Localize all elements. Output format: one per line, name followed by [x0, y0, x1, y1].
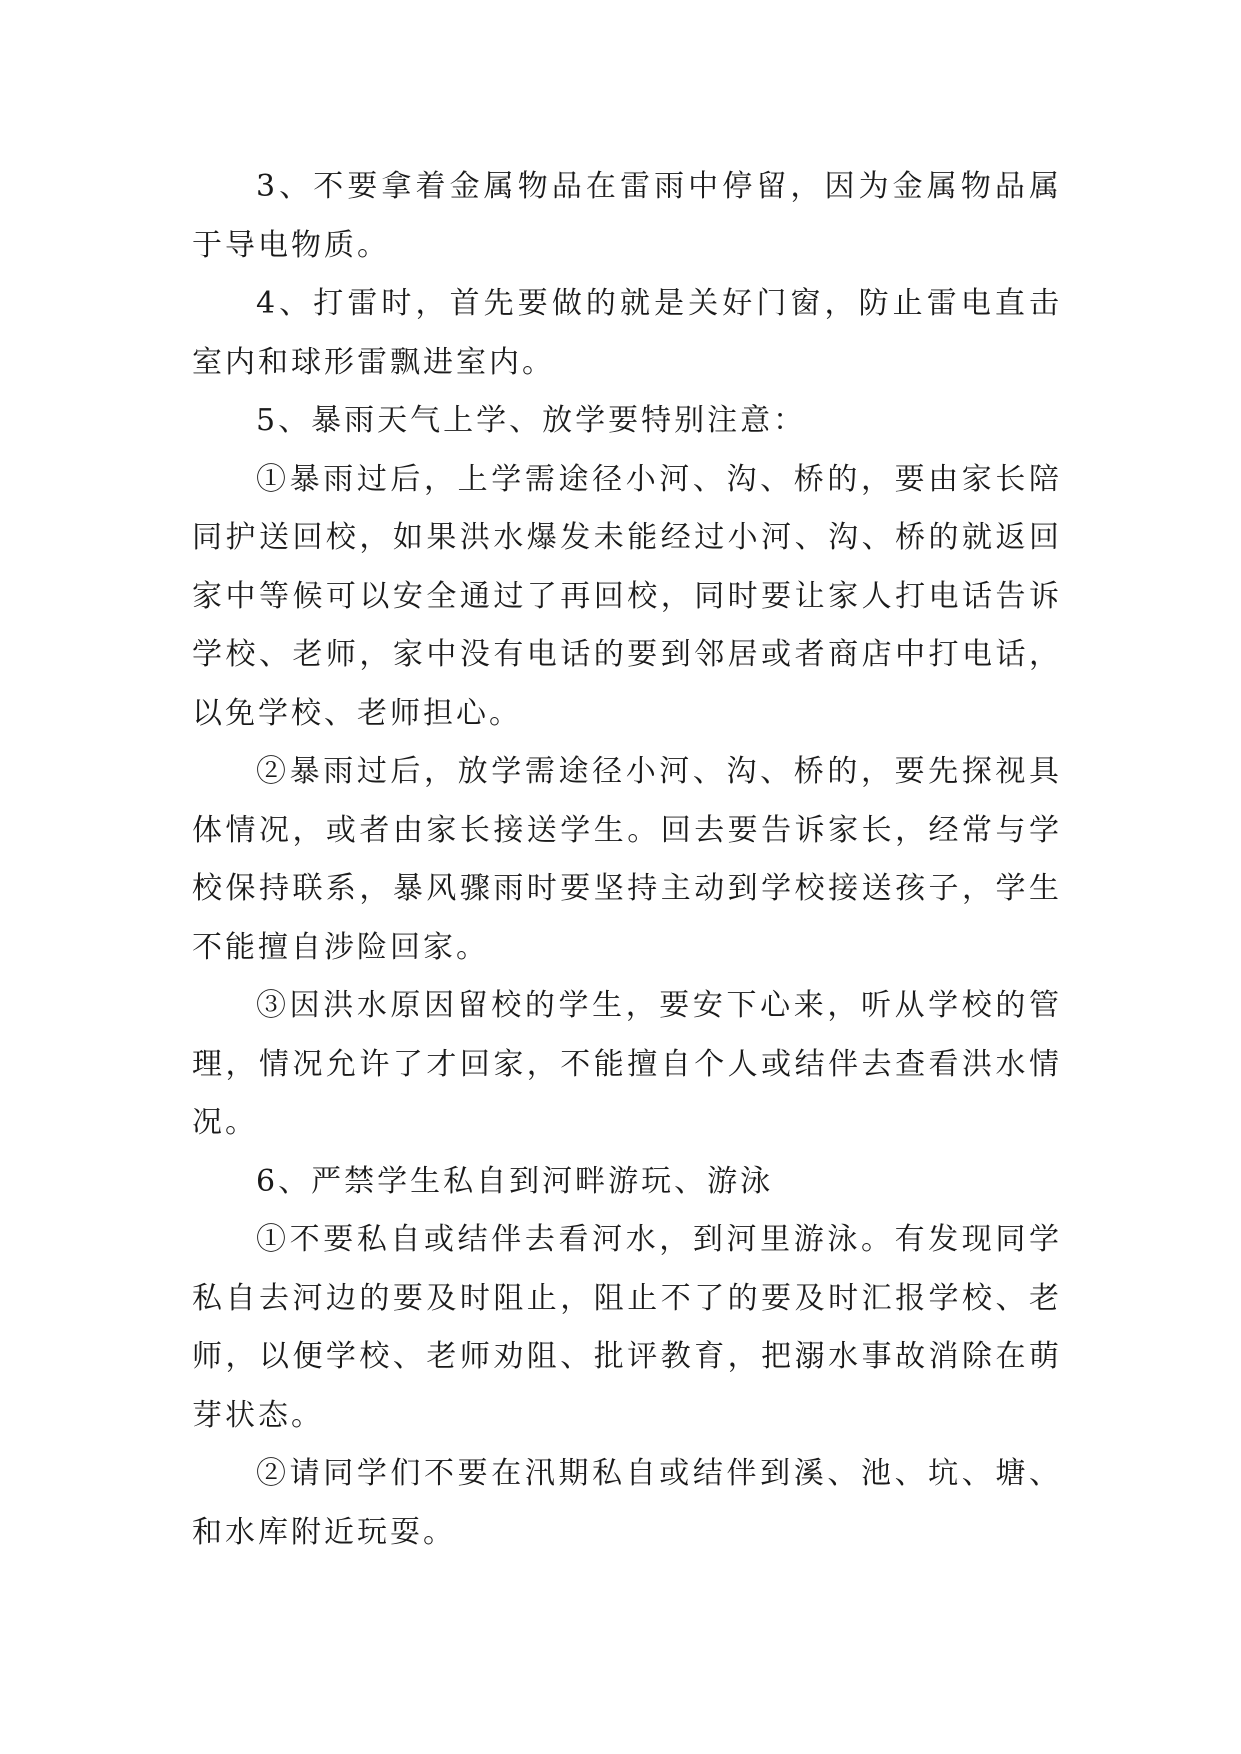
paragraph-leaving-school: ②暴雨过后，放学需途径小河、沟、桥的，要先探视具体情况，或者由家长接送学生。回去要告诉家长，经常与学校保持联系，暴风骤雨时要坚持主动到学校接送孩子，学生不能擅自涉险回家。: [192, 754, 1062, 965]
document-body: [192, 158, 1062, 1562]
paragraph-no-river-swimming: ①不要私自或结伴去看河水，到河里游泳。有发现同学私自去河边的要及时阻止，阻止不了的要及时汇报学校、老师，以便学校、老师劝阻、批评教育，把溺水事故消除在萌芽状态。: [192, 1222, 1062, 1433]
paragraph-rainstorm-heading: 5、暴雨天气上学、放学要特别注意：: [256, 403, 807, 438]
paragraph-flood-season: ②请同学们不要在汛期私自或结伴到溪、池、坑、塘、和水库附近玩耍。: [192, 1456, 1062, 1550]
paragraph-lightning-metal: 3、不要拿着金属物品在雷雨中停留，因为金属物品属于导电物质。: [192, 169, 1062, 263]
paragraph-close-windows: 4、打雷时，首先要做的就是关好门窗，防止雷电直击室内和球形雷飘进室内。: [192, 286, 1062, 380]
paragraph-staying-at-school: ③因洪水原因留校的学生，要安下心来，听从学校的管理，情况允许了才回家，不能擅自个人或结伴去查看洪水情况。: [192, 988, 1062, 1140]
paragraph-swimming-heading: 6、严禁学生私自到河畔游玩、游泳: [256, 1163, 774, 1199]
paragraph-going-to-school: ①暴雨过后，上学需途径小河、沟、桥的，要由家长陪同护送回校，如果洪水爆发未能经过小河、沟、桥的就返回家中等候可以安全通过了再回校，同时要让家人打电话告诉学校、老师，家中没有电话的要到邻居或者商店中打电话，以免学校、老师担心。: [192, 461, 1062, 731]
